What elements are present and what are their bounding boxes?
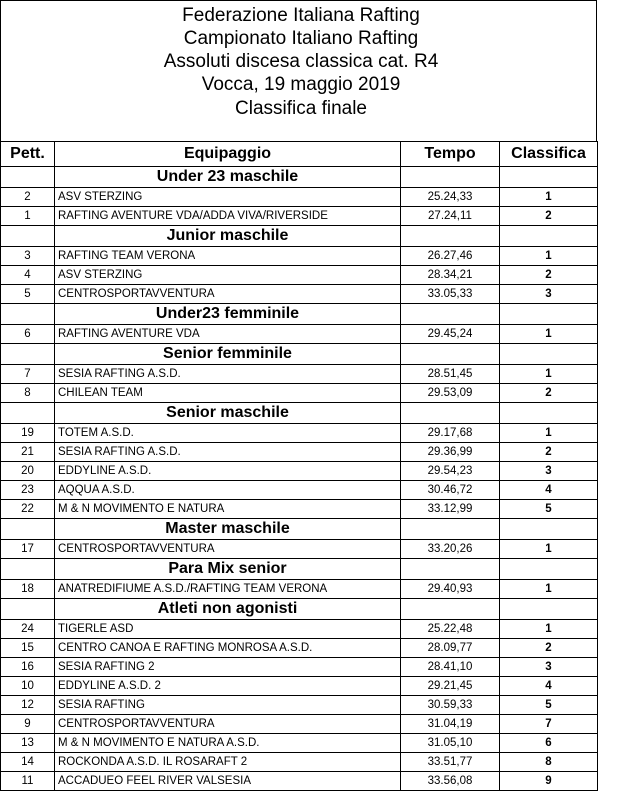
final-rank: 2 (500, 207, 598, 226)
column-header-classifica: Classifica (500, 142, 598, 167)
race-time: 29.54,23 (401, 462, 500, 481)
category-empty-cell (1, 304, 55, 325)
category-empty-cell (401, 403, 500, 424)
category-empty-cell (1, 599, 55, 620)
crew-name: RAFTING TEAM VERONA (55, 247, 401, 266)
bib-number: 19 (1, 424, 55, 443)
table-row (1, 677, 598, 696)
final-rank: 2 (500, 266, 598, 285)
race-time: 25.22,48 (401, 620, 500, 639)
bib-number: 13 (1, 734, 55, 753)
race-time: 27.24,11 (401, 207, 500, 226)
final-rank: 2 (500, 443, 598, 462)
category-name: Under23 femminile (55, 304, 401, 325)
race-time: 28.09,77 (401, 639, 500, 658)
bib-number: 1 (1, 207, 55, 226)
final-rank: 3 (500, 285, 598, 304)
category-empty-cell (500, 519, 598, 540)
final-rank: 3 (500, 462, 598, 481)
race-time: 33.05,33 (401, 285, 500, 304)
race-time: 29.36,99 (401, 443, 500, 462)
crew-name: CENTRO CANOA E RAFTING MONROSA A.S.D. (55, 639, 401, 658)
bib-number: 7 (1, 365, 55, 384)
category-empty-cell (500, 304, 598, 325)
final-rank: 1 (500, 580, 598, 599)
bib-number: 21 (1, 443, 55, 462)
crew-name: EDDYLINE A.S.D. (55, 462, 401, 481)
table-row (1, 462, 598, 481)
table-row (1, 620, 598, 639)
table-row (1, 207, 598, 226)
final-rank: 5 (500, 500, 598, 519)
category-row (1, 344, 598, 365)
table-row (1, 580, 598, 599)
table-row (1, 639, 598, 658)
crew-name: EDDYLINE A.S.D. 2 (55, 677, 401, 696)
race-time: 28.41,10 (401, 658, 500, 677)
championship-title: Campionato Italiano Rafting (183, 28, 419, 49)
table-row (1, 365, 598, 384)
category-row (1, 304, 598, 325)
bib-number: 12 (1, 696, 55, 715)
final-rank: 2 (500, 639, 598, 658)
crew-name: M & N MOVIMENTO E NATURA A.S.D. (55, 734, 401, 753)
race-time: 29.53,09 (401, 384, 500, 403)
bib-number: 8 (1, 384, 55, 403)
category-empty-cell (500, 403, 598, 424)
category-empty-cell (500, 344, 598, 365)
table-row (1, 696, 598, 715)
category-name: Master maschile (55, 519, 401, 540)
category-empty-cell (401, 167, 500, 188)
crew-name: CENTROSPORTAVVENTURA (55, 540, 401, 559)
final-rank: 1 (500, 620, 598, 639)
race-time: 29.45,24 (401, 325, 500, 344)
bib-number: 22 (1, 500, 55, 519)
federation-title: Federazione Italiana Rafting (182, 5, 420, 26)
race-time: 31.05,10 (401, 734, 500, 753)
bib-number: 24 (1, 620, 55, 639)
category-empty-cell (1, 226, 55, 247)
race-time: 29.40,93 (401, 580, 500, 599)
bib-number: 11 (1, 772, 55, 791)
crew-name: CENTROSPORTAVVENTURA (55, 285, 401, 304)
column-header-pett: Pett. (1, 142, 55, 167)
bib-number: 18 (1, 580, 55, 599)
category-empty-cell (1, 403, 55, 424)
crew-name: ASV STERZING (55, 188, 401, 207)
category-empty-cell (1, 344, 55, 365)
bib-number: 2 (1, 188, 55, 207)
final-rank: 6 (500, 734, 598, 753)
event-title: Assoluti discesa classica cat. R4 (163, 51, 439, 72)
final-rank: 4 (500, 677, 598, 696)
final-rank: 9 (500, 772, 598, 791)
crew-name: M & N MOVIMENTO E NATURA (55, 500, 401, 519)
bib-number: 6 (1, 325, 55, 344)
race-time: 25.24,33 (401, 188, 500, 207)
bib-number: 3 (1, 247, 55, 266)
category-empty-cell (500, 226, 598, 247)
race-time: 30.59,33 (401, 696, 500, 715)
race-time: 33.20,26 (401, 540, 500, 559)
category-empty-cell (1, 519, 55, 540)
race-time: 26.27,46 (401, 247, 500, 266)
crew-name: SESIA RAFTING (55, 696, 401, 715)
category-row (1, 403, 598, 424)
bib-number: 15 (1, 639, 55, 658)
category-empty-cell (401, 599, 500, 620)
category-empty-cell (1, 559, 55, 580)
category-name: Senior femminile (55, 344, 401, 365)
final-rank: 2 (500, 384, 598, 403)
crew-name: ASV STERZING (55, 266, 401, 285)
crew-name: SESIA RAFTING A.S.D. (55, 365, 401, 384)
race-time: 29.17,68 (401, 424, 500, 443)
final-rank: 7 (500, 715, 598, 734)
results-table (0, 141, 598, 791)
bib-number: 20 (1, 462, 55, 481)
final-rank: 8 (500, 753, 598, 772)
table-row (1, 424, 598, 443)
crew-name: TIGERLE ASD (55, 620, 401, 639)
category-empty-cell (401, 344, 500, 365)
category-empty-cell (500, 559, 598, 580)
crew-name: RAFTING AVENTURE VDA (55, 325, 401, 344)
table-row (1, 247, 598, 266)
category-empty-cell (401, 304, 500, 325)
final-rank: 1 (500, 247, 598, 266)
table-row (1, 500, 598, 519)
table-row (1, 734, 598, 753)
bib-number: 23 (1, 481, 55, 500)
crew-name: CHILEAN TEAM (55, 384, 401, 403)
category-empty-cell (1, 167, 55, 188)
crew-name: RAFTING AVENTURE VDA/ADDA VIVA/RIVERSIDE (55, 207, 401, 226)
category-row (1, 519, 598, 540)
final-rank: 5 (500, 696, 598, 715)
table-row (1, 772, 598, 791)
table-row (1, 188, 598, 207)
race-time: 33.51,77 (401, 753, 500, 772)
table-row (1, 443, 598, 462)
table-row (1, 384, 598, 403)
final-rank: 1 (500, 540, 598, 559)
table-row (1, 285, 598, 304)
bib-number: 17 (1, 540, 55, 559)
category-name: Senior maschile (55, 403, 401, 424)
table-row (1, 715, 598, 734)
race-time: 29.21,45 (401, 677, 500, 696)
category-empty-cell (500, 599, 598, 620)
bib-number: 4 (1, 266, 55, 285)
category-row (1, 599, 598, 620)
crew-name: ROCKONDA A.S.D. IL ROSARAFT 2 (55, 753, 401, 772)
title-box (0, 0, 597, 141)
final-rank: 1 (500, 424, 598, 443)
crew-name: AQQUA A.S.D. (55, 481, 401, 500)
race-time: 28.34,21 (401, 266, 500, 285)
column-header-tempo: Tempo (401, 142, 500, 167)
crew-name: ACCADUEO FEEL RIVER VALSESIA (55, 772, 401, 791)
category-row (1, 226, 598, 247)
table-row (1, 325, 598, 344)
final-rank: 4 (500, 481, 598, 500)
final-rank: 1 (500, 325, 598, 344)
category-name: Atleti non agonisti (55, 599, 401, 620)
crew-name: SESIA RAFTING 2 (55, 658, 401, 677)
category-empty-cell (500, 167, 598, 188)
category-name: Para Mix senior (55, 559, 401, 580)
category-name: Junior maschile (55, 226, 401, 247)
table-row (1, 753, 598, 772)
race-time: 30.46,72 (401, 481, 500, 500)
category-row (1, 559, 598, 580)
bib-number: 5 (1, 285, 55, 304)
event-date: Vocca, 19 maggio 2019 (201, 74, 401, 95)
bib-number: 10 (1, 677, 55, 696)
race-time: 28.51,45 (401, 365, 500, 384)
ranking-title: Classifica finale (235, 98, 367, 119)
category-empty-cell (401, 559, 500, 580)
column-header-equipaggio: Equipaggio (55, 142, 401, 167)
category-empty-cell (401, 519, 500, 540)
table-row (1, 540, 598, 559)
category-row (1, 167, 598, 188)
table-row (1, 266, 598, 285)
crew-name: TOTEM A.S.D. (55, 424, 401, 443)
race-time: 33.56,08 (401, 772, 500, 791)
race-time: 31.04,19 (401, 715, 500, 734)
bib-number: 16 (1, 658, 55, 677)
bib-number: 14 (1, 753, 55, 772)
final-rank: 3 (500, 658, 598, 677)
crew-name: CENTROSPORTAVVENTURA (55, 715, 401, 734)
table-header-row (1, 142, 598, 167)
category-name: Under 23 maschile (55, 167, 401, 188)
table-row (1, 658, 598, 677)
crew-name: ANATREDIFIUME A.S.D./RAFTING TEAM VERONA (55, 580, 401, 599)
final-rank: 1 (500, 188, 598, 207)
bib-number: 9 (1, 715, 55, 734)
table-row (1, 481, 598, 500)
crew-name: SESIA RAFTING A.S.D. (55, 443, 401, 462)
final-rank: 1 (500, 365, 598, 384)
race-time: 33.12,99 (401, 500, 500, 519)
category-empty-cell (401, 226, 500, 247)
